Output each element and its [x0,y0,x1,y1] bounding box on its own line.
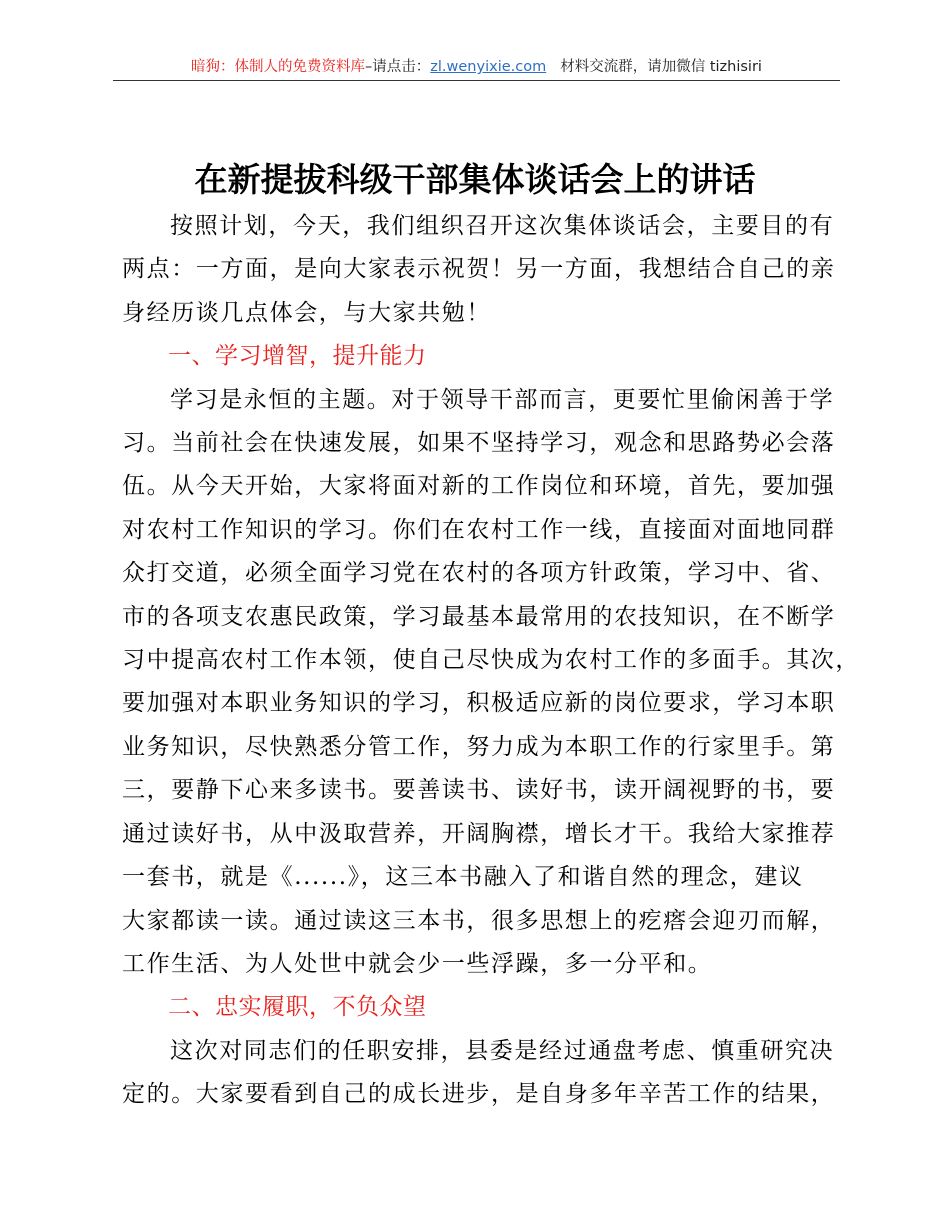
text-line: 市的各项支农惠民政策，学习最基本最常用的农技知识，在不断学 [122,603,836,630]
text-line: 身经历谈几点体会，与大家共勉！ [122,299,491,326]
text-line: 定的。大家要看到自己的成长进步，是自身多年辛苦工作的结果， [122,1081,836,1108]
text-line: 两点：一方面，是向大家表示祝贺！另一方面，我想结合自己的亲 [122,256,836,283]
text-line: 学习是永恒的主题。对于领导干部而言，更要忙里偷闲善于学 [170,386,835,413]
text-line: 习中提高农村工作本领，使自己尽快成为农村工作的多面手。其次， [122,647,860,674]
document-body [122,205,860,1117]
promo-prompt: –请点击： [365,59,431,75]
section-2-paragraph [122,1030,838,1117]
intro-paragraph [122,205,838,335]
text-line: 这次对同志们的任职安排，县委是经过通盘考虑、慎重研究决 [170,1037,835,1064]
text-line: 众打交道，必须全面学习党在农村的各项方针政策，学习中、省、 [122,560,836,587]
section-1-paragraph [122,379,860,987]
promo-site-name: 暗狗：体制人的免费资料库 [191,59,366,75]
text-line: 要加强对本职业务知识的学习，积极适应新的岗位要求，学习本职 [122,690,836,717]
text-line: 伍。从今天开始，大家将面对新的工作岗位和环境，首先，要加强 [122,473,836,500]
text-line: 大家都读一读。通过读这三本书，很多思想上的疙瘩会迎刃而解， [122,907,836,934]
section-heading-1: 一、学习增智，提升能力 [168,343,427,370]
text-line: 业务知识，尽快熟悉分管工作，努力成为本职工作的行家里手。第 [122,733,836,760]
document-title: 在新提拔科级干部集体谈话会上的讲话 [194,160,756,200]
text-line: 对农村工作知识的学习。你们在农村工作一线，直接面对面地同群 [122,516,836,543]
text-line: 工作生活、为人处世中就会少一些浮躁，多一分平和。 [122,950,713,977]
section-heading-2: 二、忠实履职，不负众望 [168,994,427,1021]
promo-contact: 材料交流群，请加微信 tizhisiri [560,59,762,75]
page-header [113,56,840,81]
text-line: 通过读好书，从中汲取营养，开阔胸襟，增长才干。我给大家推荐 [122,820,836,847]
text-line: 按照计划，今天，我们组织召开这次集体谈话会，主要目的有 [170,213,835,239]
text-line: 三，要静下心来多读书。要善读书、读好书，读开阔视野的书，要 [122,777,836,804]
text-line: 一套书，就是《......》，这三本书融入了和谐自然的理念，建议 [122,864,804,891]
text-line: 习。当前社会在快速发展，如果不坚持学习，观念和思路势必会落 [122,430,836,457]
promo-link[interactable]: zl.wenyixie.com [430,59,547,75]
